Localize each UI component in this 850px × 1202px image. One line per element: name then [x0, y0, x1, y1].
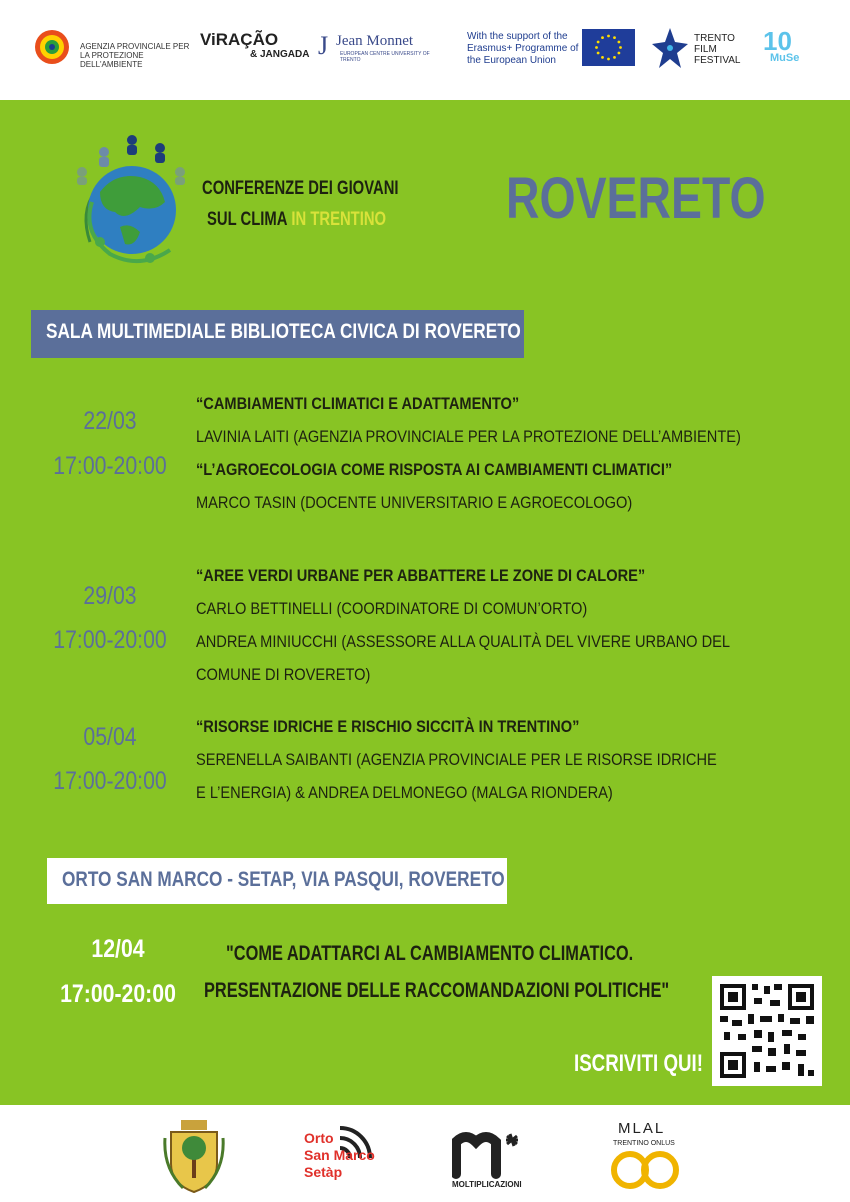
orto-logo-line2: San Marco — [304, 1147, 375, 1163]
jean-monnet-logo-mark: J — [318, 31, 329, 60]
session2-date: 29/03 — [83, 582, 137, 610]
session3-speaker1-cont: E L’ENERGIA) & ANDREA DELMONEGO (MALGA RIONDERA) — [196, 783, 613, 802]
final-session-title-line1: "COME ADATTARCI AL CAMBIAMENTO CLIMATICO. — [226, 942, 634, 965]
trento-film-festival-text: TRENTO FILM FESTIVAL — [694, 33, 741, 66]
moltiplicazioni-text: MOLTIPLICAZIONI — [452, 1180, 522, 1189]
mlal-subtitle: TRENTINO ONLUS — [613, 1140, 675, 1147]
rovereto-coat-of-arms-icon — [163, 1118, 225, 1194]
session3-date: 05/04 — [83, 723, 137, 751]
signup-qr-code[interactable] — [712, 976, 822, 1086]
session2-talk-title: “AREE VERDI URBANE PER ABBATTERE LE ZONE DI CALORE” — [196, 566, 646, 585]
session2-speaker2: ANDREA MINIUCCHI (ASSESSORE ALLA QUALITÀ DEL VIVERE URBANO DEL — [196, 632, 731, 651]
session3-talk-title: “RISORSE IDRICHE E RISCHIO SICCITÀ IN TRENTINO” — [196, 717, 580, 736]
orto-logo-line3: Setàp — [304, 1164, 343, 1180]
jean-monnet-logo-text: Jean Monnet — [336, 33, 414, 49]
final-session-time: 17:00-20:00 — [60, 980, 176, 1008]
mlal-logo-text: MLAL — [618, 1120, 666, 1137]
final-session-date: 12/04 — [91, 935, 145, 963]
orto-logo-line1: Orto — [304, 1130, 334, 1146]
globe-people-logo-icon — [70, 132, 195, 272]
session3-speaker1: SERENELLA SAIBANTI (AGENZIA PROVINCIALE PER LE RISORSE IDRICHE — [196, 750, 717, 769]
conference-title-part2: IN TRENTINO — [291, 209, 387, 230]
muse-logo-mark: 10 — [763, 26, 792, 56]
session3-time: 17:00-20:00 — [53, 767, 167, 795]
trento-film-star-icon — [650, 26, 690, 70]
muse-logo-text: MuSe — [770, 52, 800, 64]
session1-talk2-title: “L’AGROECOLOGIA COME RISPOSTA AI CAMBIAMENTI CLIMATICI” — [196, 460, 673, 479]
erasmus-support-text: With the support of the Erasmus+ Programme of the European Union — [467, 31, 579, 66]
venue1-title: SALA MULTIMEDIALE BIBLIOTECA CIVICA DI ROVERETO — [46, 320, 521, 343]
session1-talk1-title: “CAMBIAMENTI CLIMATICI E ADATTAMENTO” — [196, 394, 520, 413]
session1-date: 22/03 — [83, 407, 137, 435]
signup-label: ISCRIVITI QUI! — [574, 1050, 703, 1077]
qr-code-icon — [712, 976, 822, 1086]
city-title: ROVERETO — [506, 166, 766, 231]
conference-title-line2 — [207, 209, 386, 231]
moltiplicazioni-logo-icon — [452, 1128, 542, 1180]
final-session-title-line2: PRESENTAZIONE DELLE RACCOMANDAZIONI POLITICHE" — [204, 979, 670, 1002]
appa-logo-icon — [31, 28, 73, 66]
eu-flag-icon — [582, 29, 635, 66]
session2-speaker2-cont: COMUNE DI ROVERETO) — [196, 665, 371, 684]
conference-title-part1: SUL CLIMA — [207, 209, 288, 230]
venue2-title: ORTO SAN MARCO - SETAP, VIA PASQUI, ROVERETO — [62, 868, 505, 891]
partner-logo-bar — [0, 0, 850, 100]
session1-time: 17:00-20:00 — [53, 452, 167, 480]
viracao-logo-text: ViRAÇÃO — [200, 30, 279, 49]
session1-talk2-speaker: MARCO TASIN (DOCENTE UNIVERSITARIO E AGROECOLOGO) — [196, 493, 633, 512]
jangada-logo-text: & JANGADA — [250, 49, 310, 60]
jean-monnet-subtitle: EUROPEAN CENTRE UNIVERSITY OF TRENTO — [340, 51, 430, 63]
appa-logo-text: AGENZIA PROVINCIALE PER LA PROTEZIONE DELL'AMBIENTE — [80, 42, 190, 69]
session1-talk1-speaker: LAVINIA LAITI (AGENZIA PROVINCIALE PER LA PROTEZIONE DELL’AMBIENTE) — [196, 427, 741, 446]
session2-time: 17:00-20:00 — [53, 626, 167, 654]
session2-speaker1: CARLO BETTINELLI (COORDINATORE DI COMUN’ORTO) — [196, 599, 588, 618]
mlal-rings-icon — [606, 1148, 684, 1192]
sponsor-logo-bar — [0, 1105, 850, 1202]
conference-title-line1: CONFERENZE DEI GIOVANI — [202, 178, 399, 199]
